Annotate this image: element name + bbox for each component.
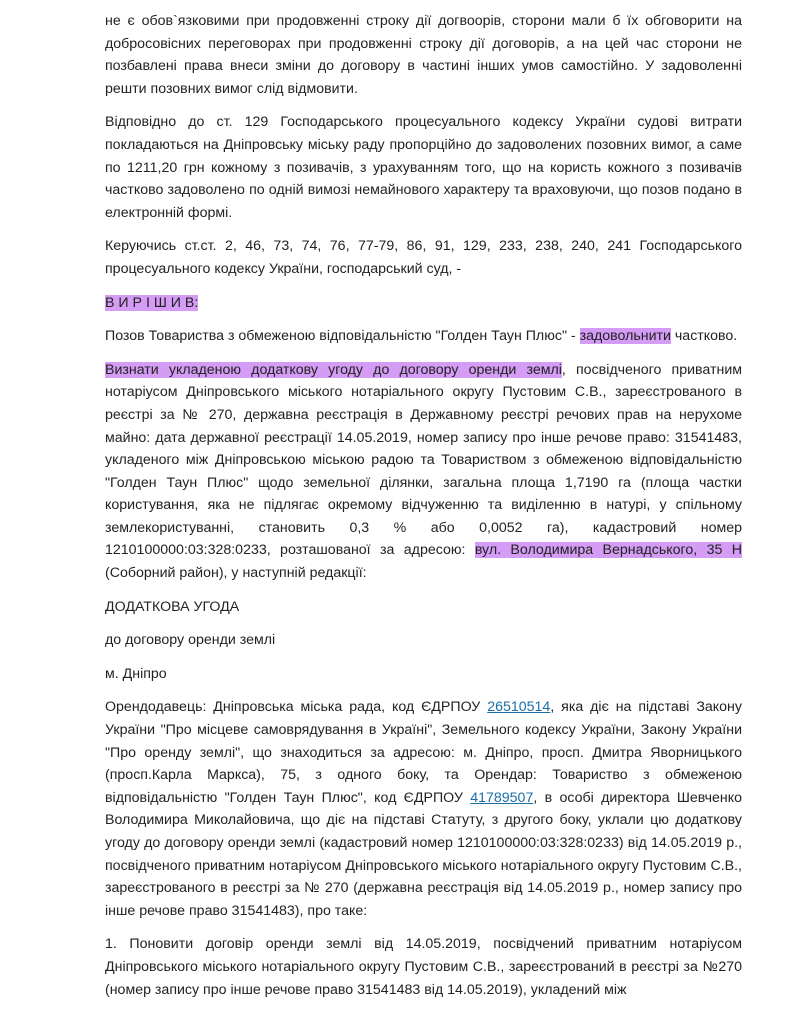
decision-heading: [105, 292, 742, 315]
paragraph-parties: [105, 696, 742, 922]
agreement-title: ДОДАТКОВА УГОДА: [105, 598, 240, 615]
decision-heading-text: В И Р І Ш И В:: [105, 294, 199, 311]
edrpou-link-council[interactable]: 26510514: [487, 699, 551, 716]
agreement-city: м. Дніпро: [105, 665, 167, 682]
paragraph-agreement-recognition: [105, 359, 742, 585]
claim-text: Позов Товариства з обмеженою відповідальністю "Голден Таун Плюс" -: [105, 328, 580, 345]
edrpou-link-company[interactable]: 41789507: [470, 789, 534, 806]
district-text: (Соборний район), у наступній редакції:: [105, 565, 367, 582]
parties-text-a: Орендодавець: Дніпровська міська рада, код ЄДРПОУ: [105, 699, 488, 716]
paragraph-claims-rejection: не є обов`язковими при продовженні строку дії догвоорів, сторони мали б їх обговорити на добросовісних переговорах при продовженні строку дії договорів, а на цей час сторони не позбавлені права внеси зміни до договору в частині інших умов самостійно. У задоволенні решти позовних вимог слід відмовити.: [105, 13, 742, 97]
address-highlight: вул. Володимира Вернадського, 35 Н: [474, 542, 742, 559]
agreement-details-text: , посвідченого приватним нотаріусом Дніпровського міського нотаріального округу Пустовим С.В., зареєстрованого в реєстрі за № 270, державна реєстрація в Державному реєстрі речових прав на нерухоме майно: дата державної реєстрації 14.05.2019, номер запису про інше речове право: 31541483, укладеного між Дніпровською міською радою та Товариством з обмеженою відповідальністю "Голден Таун Плюс" щодо земельної ділянки, загальна площа 1,7190 га (площа частки користування, яка не підлягає окремому відчуженню та виділенню в натурі, у спільному землекористуванні, становить 0,3 % або 0,0052 га), кадастровий номер 1210100000:03:328:0233, розташованої за адресою:: [105, 361, 742, 559]
agreement-subtitle: до договору оренди землі: [105, 632, 276, 649]
satisfy-highlight: задовольнити: [579, 328, 671, 345]
parties-text-b: , яка діє на підставі Закону України "Про місцеве самоврядування в Україні", Земельного кодексу України, Закону України "Про оренду землі", що знаходиться за адресою: м. Дніпро, просп. Дмитра Яворницького (просп.Карла Маркса), 75, з одного боку, та Орендар: Товариство з обмеженою відповідальністю "Голден Таун Плюс", код ЄДРПОУ: [105, 699, 742, 806]
paragraph-court-costs: Відповідно до ст. 129 Господарського процесуального кодексу України судові витрати покладаються на Дніпровську міську раду пропорційно до задоволених позовних вимог, а саме по 1211,20 грн кожному з позивачів, з урахуванням того, що на користь кожного з позивачів частково задоволено по одній вимозі немайнового характеру та враховуючи, що позов подано в електронній формі.: [105, 114, 742, 221]
document-body: [105, 10, 742, 1012]
parties-text-c: , в особі директора Шевченко Володимира Миколайовича, що діє на підставі Статуту, з другого боку, уклали цю додаткову угоду до договору оренди землі (кадастровий номер 1210100000:03:328:0233) від 14.05.2019 р., посвідченого приватним нотаріусом Дніпровського міського нотаріального округу Пустовим С.В., зареєстрованого в реєстрі за № 270 (державна реєстрація від 14.05.2019 р., номер запису про інше речове право 31541483), про таке:: [105, 789, 742, 919]
paragraph-renewal-clause: 1. Поновити договір оренди землі від 14.05.2019, посвідчений приватним нотаріусом Дніпровського міського нотаріального округу Пустовим С.В., зареєстрований в реєстрі за №270 (номер запису про інше речове право 31541483 від 14.05.2019), укладений між: [105, 936, 742, 998]
paragraph-claim-satisfied: [105, 325, 742, 348]
paragraph-legal-basis: Керуючись ст.ст. 2, 46, 73, 74, 76, 77-79, 86, 91, 129, 233, 238, 240, 241 Господарського процесуального кодексу України, господарський суд, -: [105, 238, 742, 277]
claim-end-text: частково.: [670, 328, 738, 345]
recognize-agreement-highlight: Визнати укладеною додаткову угоду до договору оренди землі: [105, 361, 562, 378]
